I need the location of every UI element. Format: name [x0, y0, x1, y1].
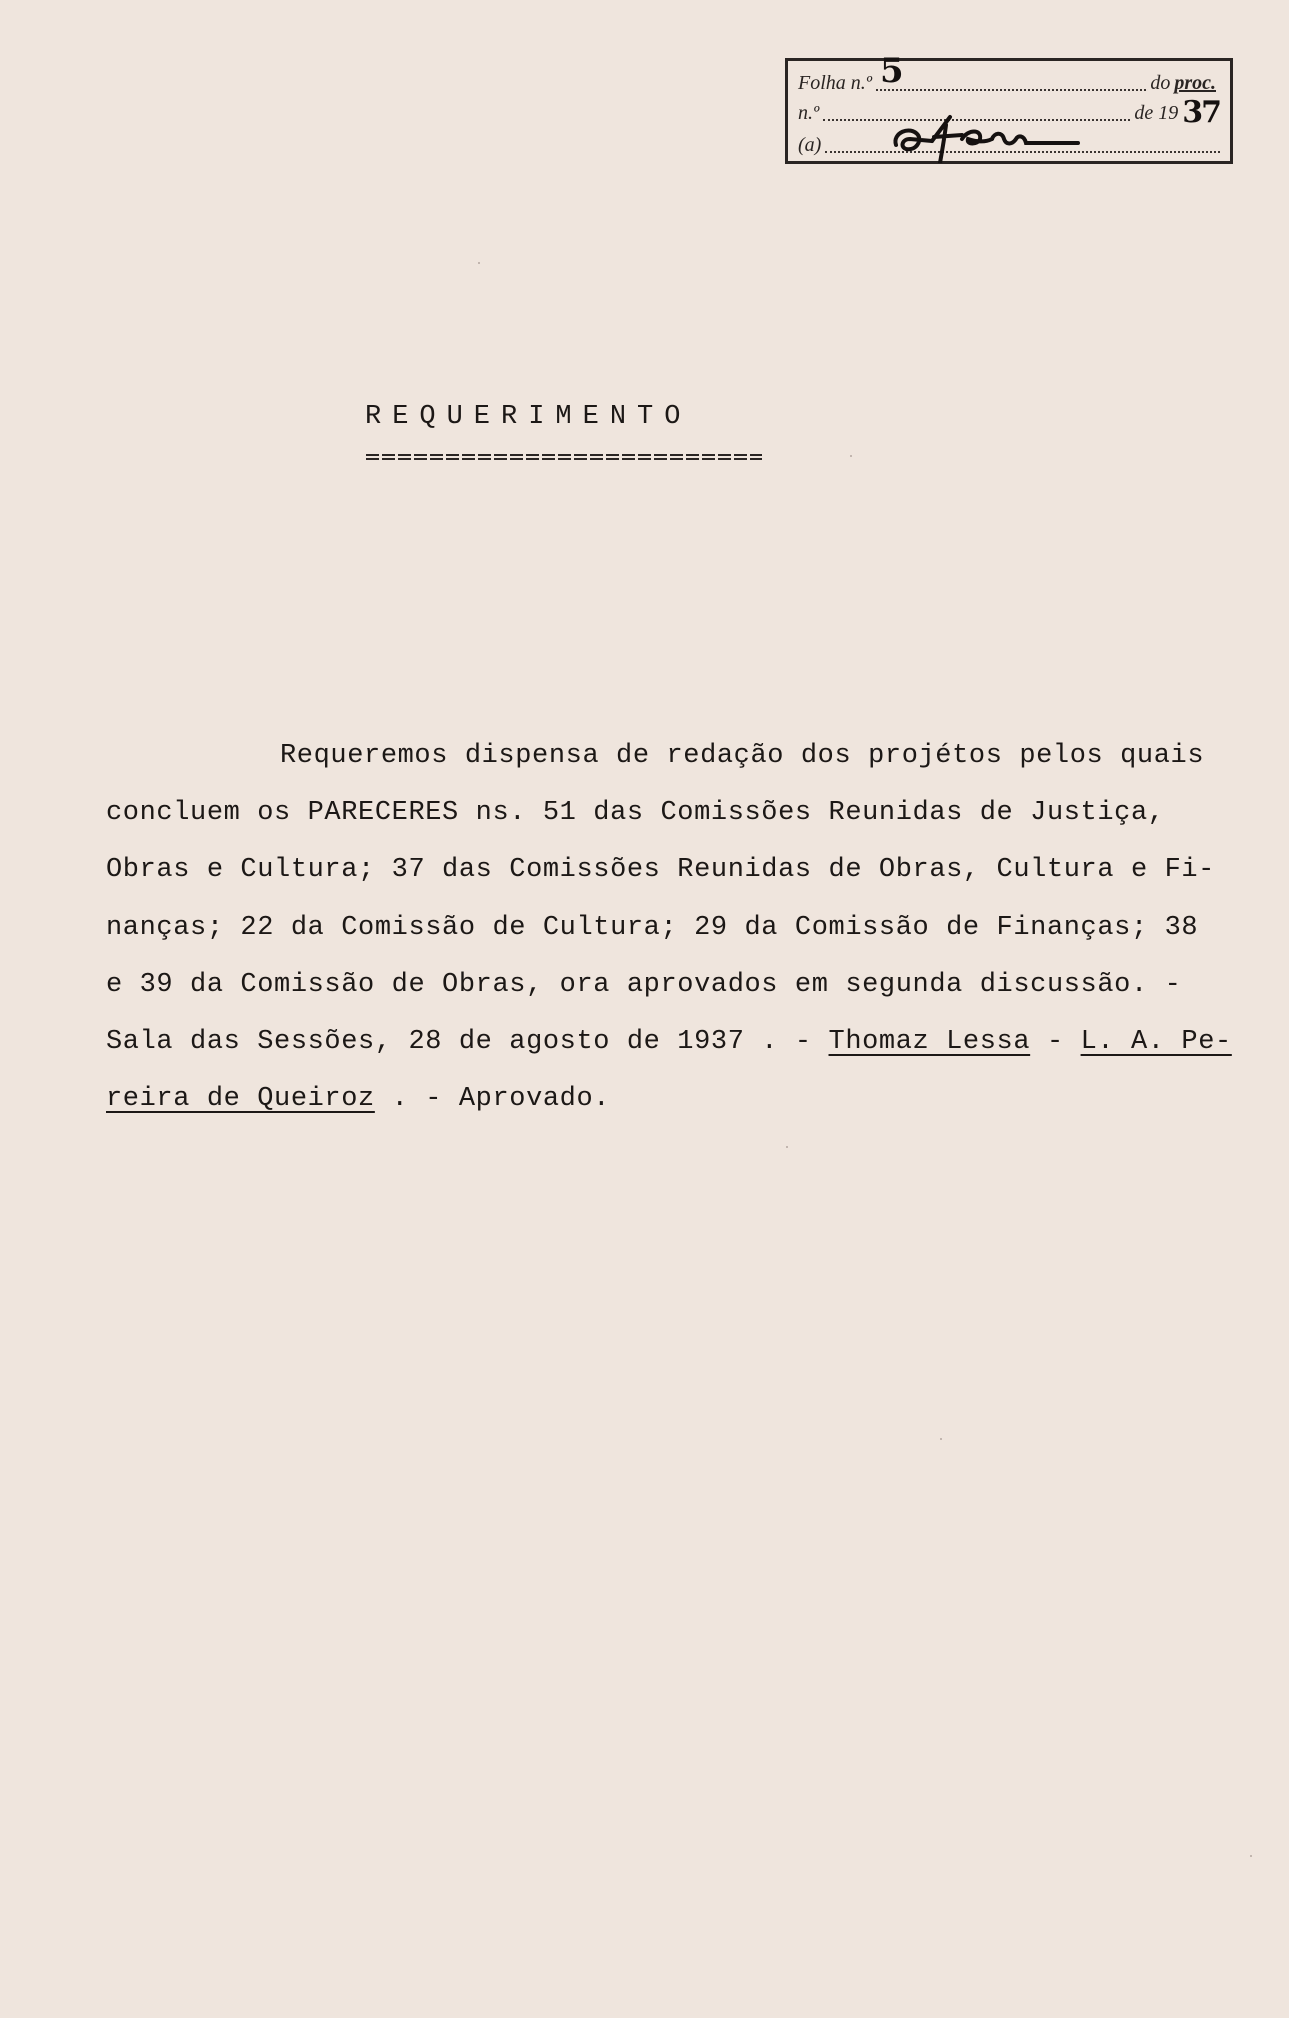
body-line-1: Requeremos dispensa de redação dos projétos pelos quais — [280, 741, 1205, 771]
folio-stamp — [785, 51, 1233, 164]
stamp-folha-dots — [876, 51, 1146, 91]
paper-speck — [850, 455, 852, 457]
stamp-folha-label: Folha n.º — [798, 72, 872, 94]
stamp-folha-line — [798, 51, 1220, 95]
paper-speck — [478, 262, 480, 264]
paper-speck — [940, 1438, 942, 1440]
stamp-proc-label: proc. — [1174, 72, 1216, 94]
stamp-year-value: 37 — [1182, 95, 1220, 130]
handwritten-signature-icon — [888, 111, 1088, 163]
body-line-7 — [106, 1071, 1276, 1128]
document-title: REQUERIMENTO — [365, 402, 692, 432]
signer-pereira-part2: reira de Queiroz — [106, 1084, 375, 1115]
stamp-a-label: (a) — [798, 134, 822, 156]
body-line-3: Obras e Cultura; 37 das Comissões Reunidas de Obras, Cultura e Fi- — [106, 855, 1215, 886]
stamp-do-label: do — [1150, 72, 1171, 94]
session-date-text: Sala das Sessões, 28 de agosto de 1937 . - — [106, 1026, 829, 1057]
stamp-de-label: de 19 — [1134, 102, 1179, 124]
approval-text: . - Aprovado. — [374, 1084, 611, 1115]
body-line-5: e 39 da Comissão de Obras, ora aprovados em segunda discussão. - — [106, 969, 1182, 1000]
signer-thomaz-lessa: Thomaz Lessa — [828, 1026, 1031, 1057]
title-double-rule — [366, 454, 762, 462]
paper-speck — [786, 1146, 788, 1148]
document-body — [106, 728, 1276, 1128]
body-line-6 — [106, 1014, 1276, 1071]
body-line-4: nanças; 22 da Comissão de Cultura; 29 da Comissão de Finanças; 38 — [106, 912, 1199, 943]
stamp-folha-value: 5 — [879, 51, 904, 91]
body-line-2: concluem os PARECERES ns. 51 das Comissões Reunidas de Justiça, — [106, 798, 1165, 829]
signer-pereira-part1: L. A. Pe- — [1080, 1026, 1232, 1057]
stamp-n-label: n.º — [798, 102, 820, 124]
signer-separator: - — [1030, 1026, 1081, 1057]
paper-speck — [1250, 1855, 1252, 1857]
